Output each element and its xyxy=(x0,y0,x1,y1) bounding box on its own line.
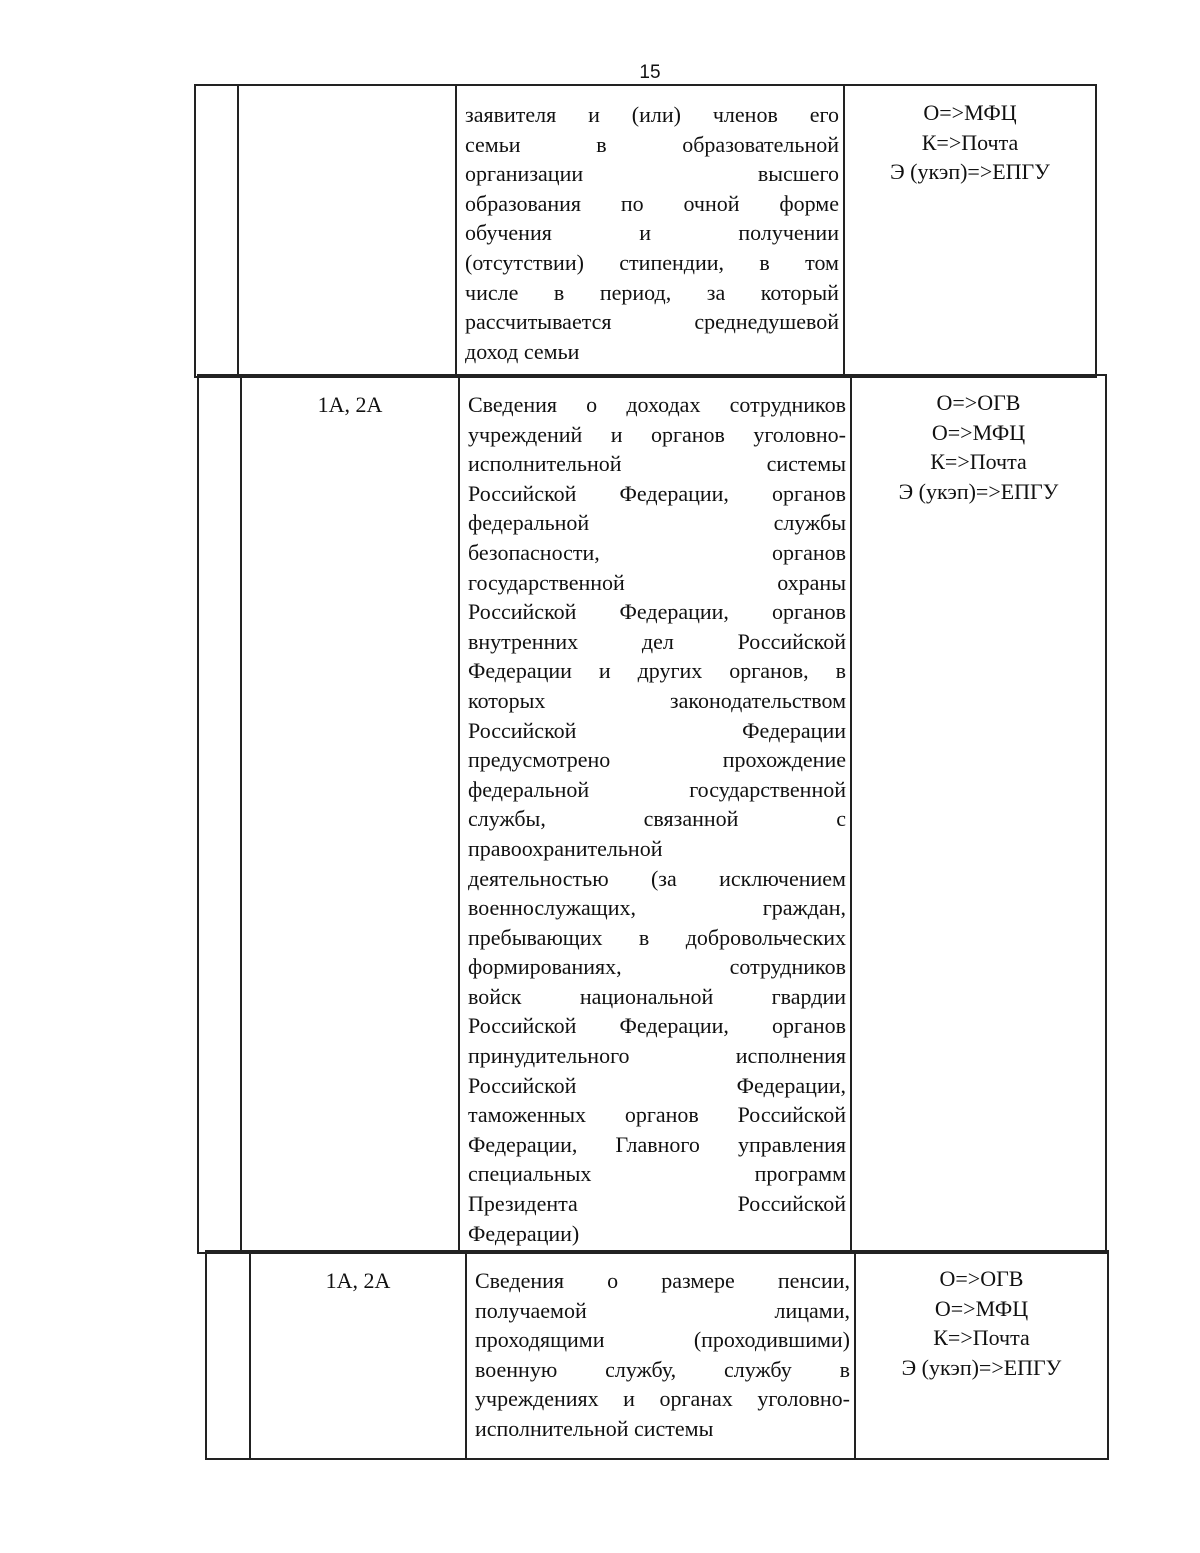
description-line: Сведения о размере пенсии, xyxy=(475,1268,850,1293)
description-line: Сведения о доходах сотрудников xyxy=(468,392,846,417)
description-line: Федерации и других органов, в xyxy=(468,658,846,684)
description-cell xyxy=(466,1251,855,1459)
description-line: таможенных органов Российской xyxy=(468,1102,846,1128)
row-marker-cell xyxy=(195,85,238,377)
description-line: доход семьи xyxy=(465,338,580,364)
description-line: Российской Федерации, органов xyxy=(468,1013,846,1039)
description-line: специальных программ xyxy=(468,1161,846,1187)
description-line: проходящими (проходившими) xyxy=(475,1327,850,1353)
channel-line: О=>МФЦ xyxy=(923,100,1017,125)
channels-cell xyxy=(844,85,1096,377)
table-row xyxy=(206,1251,1108,1459)
description-line: военнослужащих, граждан, xyxy=(468,895,846,921)
description-line: Федерации) xyxy=(468,1220,580,1246)
channels-cell xyxy=(855,1251,1108,1459)
description-line: государственной охраны xyxy=(468,569,846,595)
description-line: предусмотрено прохождение xyxy=(468,747,846,773)
channel-line: К=>Почта xyxy=(930,449,1027,475)
description-line: исполнительной системы xyxy=(475,1415,714,1441)
page-number: 15 xyxy=(639,62,661,83)
document-table-continued-2 xyxy=(205,1250,1109,1460)
description-line: Российской Федерации xyxy=(468,717,846,743)
description-line: внутренних дел Российской xyxy=(468,628,846,654)
description-line: учреждениях и органах уголовно- xyxy=(475,1386,850,1412)
description-line: Федерации, Главного управления xyxy=(468,1131,846,1157)
description-line: безопасности, органов xyxy=(468,539,846,565)
description-line: Российской Федерации, органов xyxy=(468,480,846,506)
channel-line: О=>ОГВ xyxy=(936,390,1021,415)
description-line: образования по очной форме xyxy=(465,190,839,216)
description-line: которых законодательством xyxy=(468,687,846,713)
description-line: числе в период, за который xyxy=(465,279,839,305)
description-line: формированиях, сотрудников xyxy=(468,954,846,980)
description-line: федеральной государственной xyxy=(468,776,846,802)
description-cell xyxy=(456,85,844,377)
table-row xyxy=(198,375,1106,1253)
code-cell: 1А, 2А xyxy=(250,1251,466,1459)
description-line: Российской Федерации, органов xyxy=(468,599,846,625)
channel-line: К=>Почта xyxy=(921,129,1019,155)
description-line: заявителя и (или) членов его xyxy=(465,102,839,127)
description-line: принудительного исполнения xyxy=(468,1043,846,1069)
description-cell xyxy=(459,375,851,1253)
description-line: семьи в образовательной xyxy=(465,131,839,157)
description-line: рассчитывается среднедушевой xyxy=(465,309,839,335)
channel-line: О=>МФЦ xyxy=(934,1295,1029,1321)
channel-line: О=>МФЦ xyxy=(931,419,1026,445)
channel-line: К=>Почта xyxy=(933,1325,1030,1351)
description-line: Российской Федерации, xyxy=(468,1072,846,1098)
row-marker-cell xyxy=(206,1251,250,1459)
description-line: учреждений и органов уголовно- xyxy=(468,421,846,447)
document-table xyxy=(194,84,1097,378)
channel-line: Э (укэп)=>ЕПГУ xyxy=(890,159,1050,185)
channel-line: О=>ОГВ xyxy=(939,1266,1024,1291)
description-line: пребывающих в добровольческих xyxy=(468,924,846,950)
description-line: службы, связанной с xyxy=(468,806,846,832)
description-line: войск национальной гвардии xyxy=(468,983,846,1009)
description-line: правоохранительной xyxy=(468,835,663,861)
description-line: военную службу, службу в xyxy=(475,1356,850,1382)
description-line: обучения и получении xyxy=(465,220,839,246)
description-line: организации высшего xyxy=(465,161,839,187)
row-marker-cell xyxy=(198,375,241,1253)
description-line: деятельностью (за исключением xyxy=(468,865,846,891)
description-line: Президента Российской xyxy=(468,1191,846,1217)
code-cell: 1А, 2А xyxy=(241,375,459,1253)
channel-line: Э (укэп)=>ЕПГУ xyxy=(901,1354,1062,1380)
document-table-continued xyxy=(197,374,1107,1254)
table-row xyxy=(195,85,1096,377)
description-line: исполнительной системы xyxy=(468,451,846,477)
channel-line: Э (укэп)=>ЕПГУ xyxy=(898,478,1059,504)
code-cell xyxy=(238,85,456,377)
channels-cell xyxy=(851,375,1106,1253)
description-line: получаемой лицами, xyxy=(475,1297,850,1323)
description-line: федеральной службы xyxy=(468,510,846,536)
description-line: (отсутствии) стипендии, в том xyxy=(465,249,839,275)
